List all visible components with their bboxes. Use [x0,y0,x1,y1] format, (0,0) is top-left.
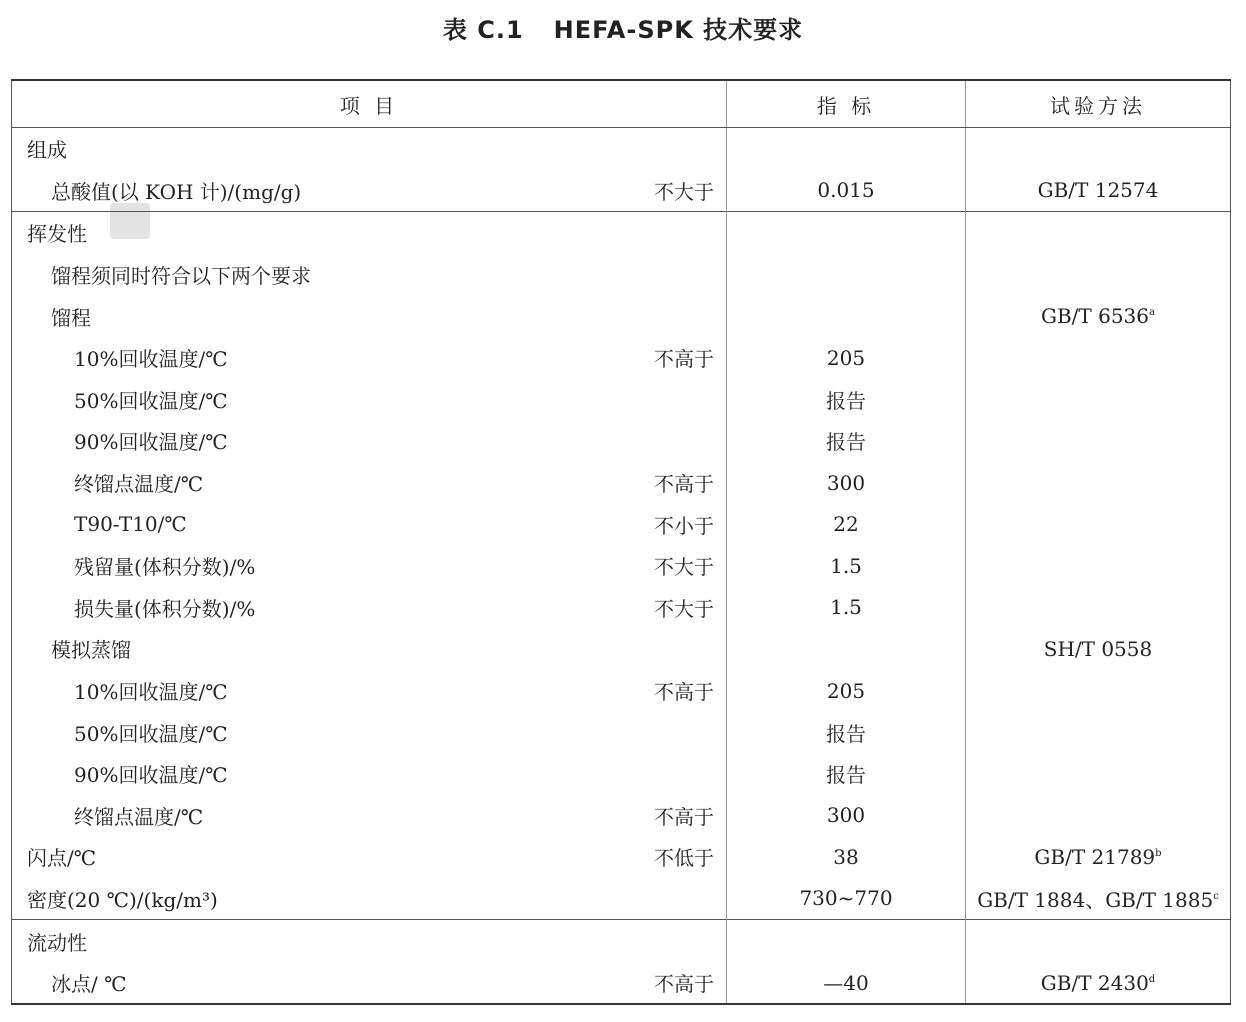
table-row [12,920,1231,962]
limit-qualifier: 不高于 [654,972,714,997]
limit-qualifier: 不低于 [654,846,714,871]
test-method-cell [966,420,1231,462]
header-item: 项 目 [12,80,727,128]
item-cell [12,587,727,629]
limit-qualifier: 不小于 [654,513,714,538]
item-cell [12,795,727,837]
table-row [12,503,1231,545]
test-method: GB/T 12574 [1037,178,1159,203]
test-method-cell [966,836,1231,878]
test-method-cell [966,254,1231,296]
index-value [727,628,966,670]
table-row [12,170,1231,212]
item-cell [12,503,727,545]
item-label: 挥发性 [27,222,87,247]
table-number: 表 C.1 [442,16,524,44]
test-method-cell [966,962,1231,1005]
item-cell [12,462,727,504]
test-method: GB/T 21789 [1034,844,1156,869]
table-row [12,836,1231,878]
index-value [727,295,966,337]
index-value: —40 [727,962,966,1005]
item-cell [12,379,727,421]
index-value: 22 [727,503,966,545]
index-value: 1.5 [727,545,966,587]
index-value: 报告 [727,379,966,421]
test-method-cell [966,628,1231,670]
item-cell [12,670,727,712]
test-method-cell [966,920,1231,962]
item-cell [12,711,727,753]
limit-qualifier: 不大于 [654,555,714,580]
item-cell [12,254,727,296]
footnote-mark: b [1155,847,1162,859]
test-method: GB/T 6536 [1041,304,1150,329]
test-method: GB/T 2430 [1040,970,1149,995]
test-method-cell [966,795,1231,837]
test-method-cell [966,212,1231,254]
index-value: 1.5 [727,587,966,629]
limit-qualifier: 不高于 [654,472,714,497]
index-value: 0.015 [727,170,966,212]
table-row [12,420,1231,462]
limit-qualifier: 不高于 [654,804,714,829]
test-method-cell [966,462,1231,504]
item-label: T90-T10/℃ [74,512,187,537]
index-value: 报告 [727,711,966,753]
limit-qualifier: 不大于 [654,179,714,204]
item-cell [12,170,727,212]
footnote-mark: c [1213,890,1219,902]
table-row [12,878,1231,920]
item-cell [12,295,727,337]
header-index: 指 标 [727,80,966,128]
table-row [12,962,1231,1005]
spec-table [11,79,1231,1005]
table-header-row [12,80,1231,128]
index-value: 38 [727,836,966,878]
table-body [12,128,1231,1005]
test-method-cell [966,503,1231,545]
item-cell [12,920,727,962]
table-row [12,128,1231,170]
item-cell [12,962,727,1005]
item-label: 闪点/℃ [27,846,97,871]
item-label: 50%回收温度/℃ [74,721,228,746]
table-title [0,10,1246,45]
item-label: 损失量(体积分数)/% [74,596,256,621]
item-cell [12,878,727,920]
test-method-cell [966,379,1231,421]
index-value [727,920,966,962]
item-cell [12,753,727,795]
item-label: 10%回收温度/℃ [74,680,228,705]
index-value: 205 [727,670,966,712]
table-row [12,212,1231,254]
item-cell [12,337,727,379]
item-label: 90%回收温度/℃ [74,763,228,788]
limit-qualifier: 不高于 [654,347,714,372]
item-label: 冰点/ ℃ [51,972,127,997]
table-row [12,670,1231,712]
footnote-mark: d [1148,973,1156,985]
header-method: 试验方法 [966,80,1231,128]
table-row [12,295,1231,337]
table-row [12,753,1231,795]
index-value: 300 [727,462,966,504]
item-label: 流动性 [27,930,87,955]
item-label: 50%回收温度/℃ [74,388,228,413]
item-label: 终馏点温度/℃ [74,804,204,829]
index-value [727,254,966,296]
test-method-cell [966,587,1231,629]
test-method-cell [966,295,1231,337]
table-row [12,379,1231,421]
item-label: 馏程 [51,305,91,330]
item-label: 模拟蒸馏 [51,638,131,663]
limit-qualifier: 不大于 [654,596,714,621]
test-method-cell [966,170,1231,212]
test-method-cell [966,337,1231,379]
item-label: 终馏点温度/℃ [74,472,204,497]
index-value: 730~770 [727,878,966,920]
item-cell [12,420,727,462]
item-label: 组成 [27,138,67,163]
test-method-cell [966,670,1231,712]
test-method-cell [966,545,1231,587]
index-value: 报告 [727,420,966,462]
table-row [12,795,1231,837]
item-cell [12,128,727,170]
table-row [12,628,1231,670]
limit-qualifier: 不高于 [654,680,714,705]
item-cell [12,212,727,254]
item-label: 密度(20 ℃)/(kg/m³) [27,887,218,912]
item-label: 残留量(体积分数)/% [74,555,256,580]
item-label: 10%回收温度/℃ [74,347,228,372]
test-method-cell [966,878,1231,920]
test-method-cell [966,711,1231,753]
index-value: 205 [727,337,966,379]
item-cell [12,545,727,587]
item-cell [12,628,727,670]
table-row [12,711,1231,753]
test-method: GB/T 1884、GB/T 1885 [977,887,1214,912]
table-row [12,545,1231,587]
table-row [12,337,1231,379]
table-caption: HEFA-SPK 技术要求 [553,16,804,44]
footnote-mark: a [1149,307,1155,319]
table-row [12,587,1231,629]
test-method: SH/T 0558 [1043,636,1153,661]
index-value [727,128,966,170]
item-label: 总酸值(以 KOH 计)/(mg/g) [51,179,302,204]
item-label: 90%回收温度/℃ [74,430,228,455]
table-row [12,254,1231,296]
item-label: 馏程须同时符合以下两个要求 [51,264,311,289]
index-value [727,212,966,254]
item-cell [12,836,727,878]
index-value: 报告 [727,753,966,795]
table-row [12,462,1231,504]
test-method-cell [966,128,1231,170]
index-value: 300 [727,795,966,837]
test-method-cell [966,753,1231,795]
